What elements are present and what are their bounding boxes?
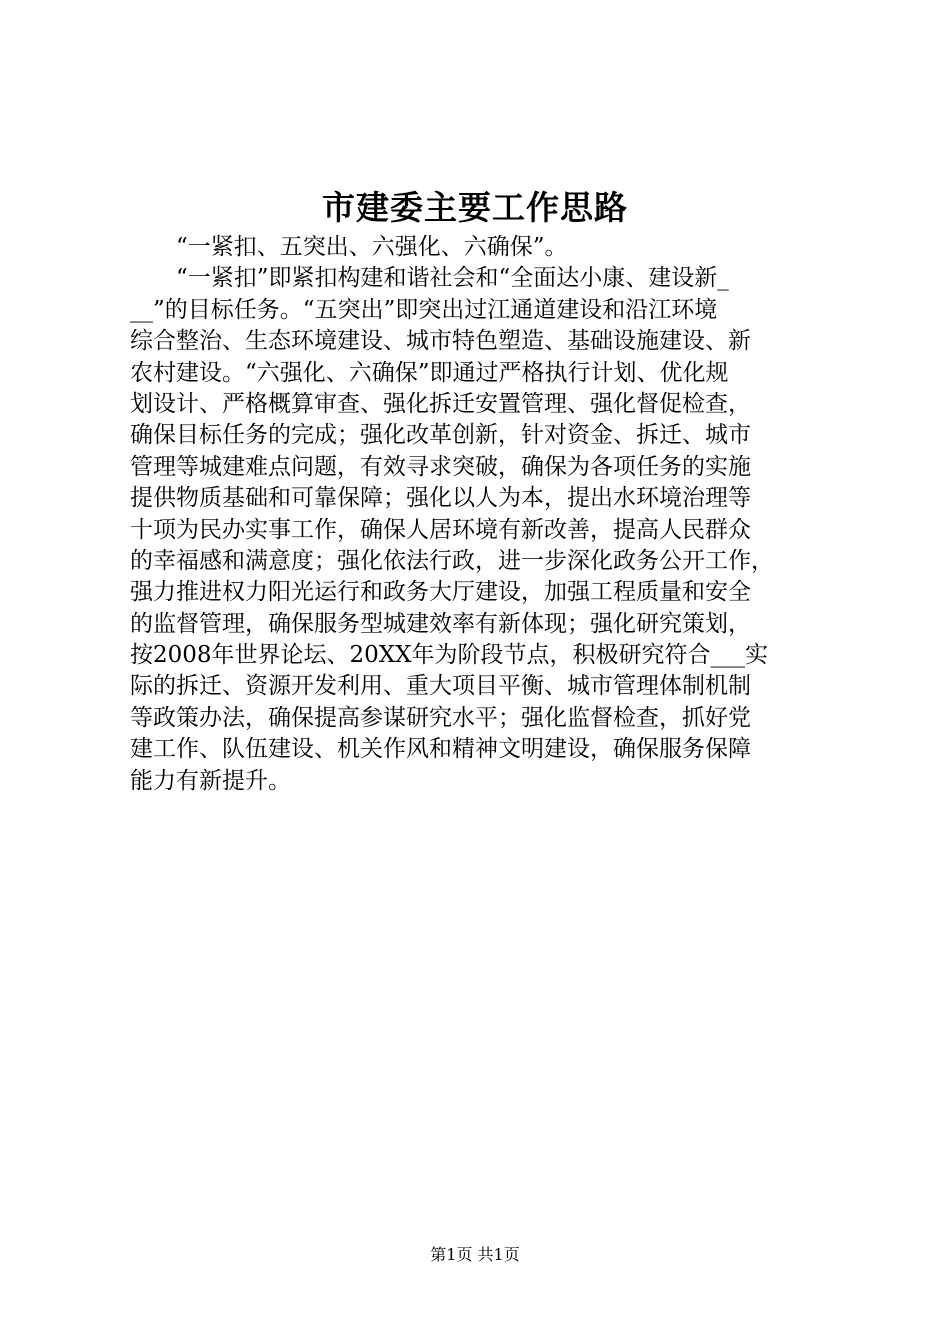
document-body [130,232,830,797]
page-footer: 第1页 共1页 [430,1245,520,1264]
paragraph-2-line: 际的拆迁、资源开发利用、重大项目平衡、城市管理体制机制 [130,673,751,700]
paragraph-2-line: 综合整治、生态环境建设、城市特色塑造、基础设施建设、新 [130,328,751,355]
paragraph-2-line: 按2008年世界论坛、20XX年为阶段节点，积极研究符合___实 [130,642,769,669]
paragraph-1-line: “一紧扣、五突出、六强化、六确保”。 [176,234,568,260]
paragraph-2-line: 强力推进权力阳光运行和政务大厅建设，加强工程质量和安全 [130,579,751,606]
paragraph-2-line: “一紧扣”即紧扣构建和谐社会和“全面达小康、建设新_ [176,265,729,292]
paragraph-2-line: 能力有新提升。 [130,767,291,794]
paragraph-2-line: 等政策办法，确保提高参谋研究水平；强化监督检查，抓好党 [130,704,751,731]
paragraph-2-line: 建工作、队伍建设、机关作风和精神文明建设，确保服务保障 [130,736,751,763]
paragraph-2-line: __”的目标任务。“五突出”即突出过江通道建设和沿江环境 [130,296,718,323]
paragraph-2-line: 划设计、严格概算审查、强化拆迁安置管理、强化督促检查， [130,390,751,417]
paragraph-2-line: 十项为民办实事工作，确保人居环境有新改善，提高人民群众 [130,516,751,543]
paragraph-2-line: 的幸福感和满意度；强化依法行政，进一步深化政务公开工作， [130,547,774,574]
paragraph-2-line: 确保目标任务的完成；强化改革创新，针对资金、拆迁、城市 [130,422,751,449]
paragraph-2-line: 提供物质基础和可靠保障；强化以人为本，提出水环境治理等 [130,485,751,512]
document-title: 市建委主要工作思路 [322,188,628,227]
paragraph-2-line: 农村建设。“六强化、六确保”即通过严格执行计划、优化规 [130,359,729,386]
paragraph-2-line: 的监督管理，确保服务型城建效率有新体现；强化研究策划， [130,610,751,637]
paragraph-2-line: 管理等城建难点问题，有效寻求突破，确保为各项任务的实施 [130,453,751,480]
